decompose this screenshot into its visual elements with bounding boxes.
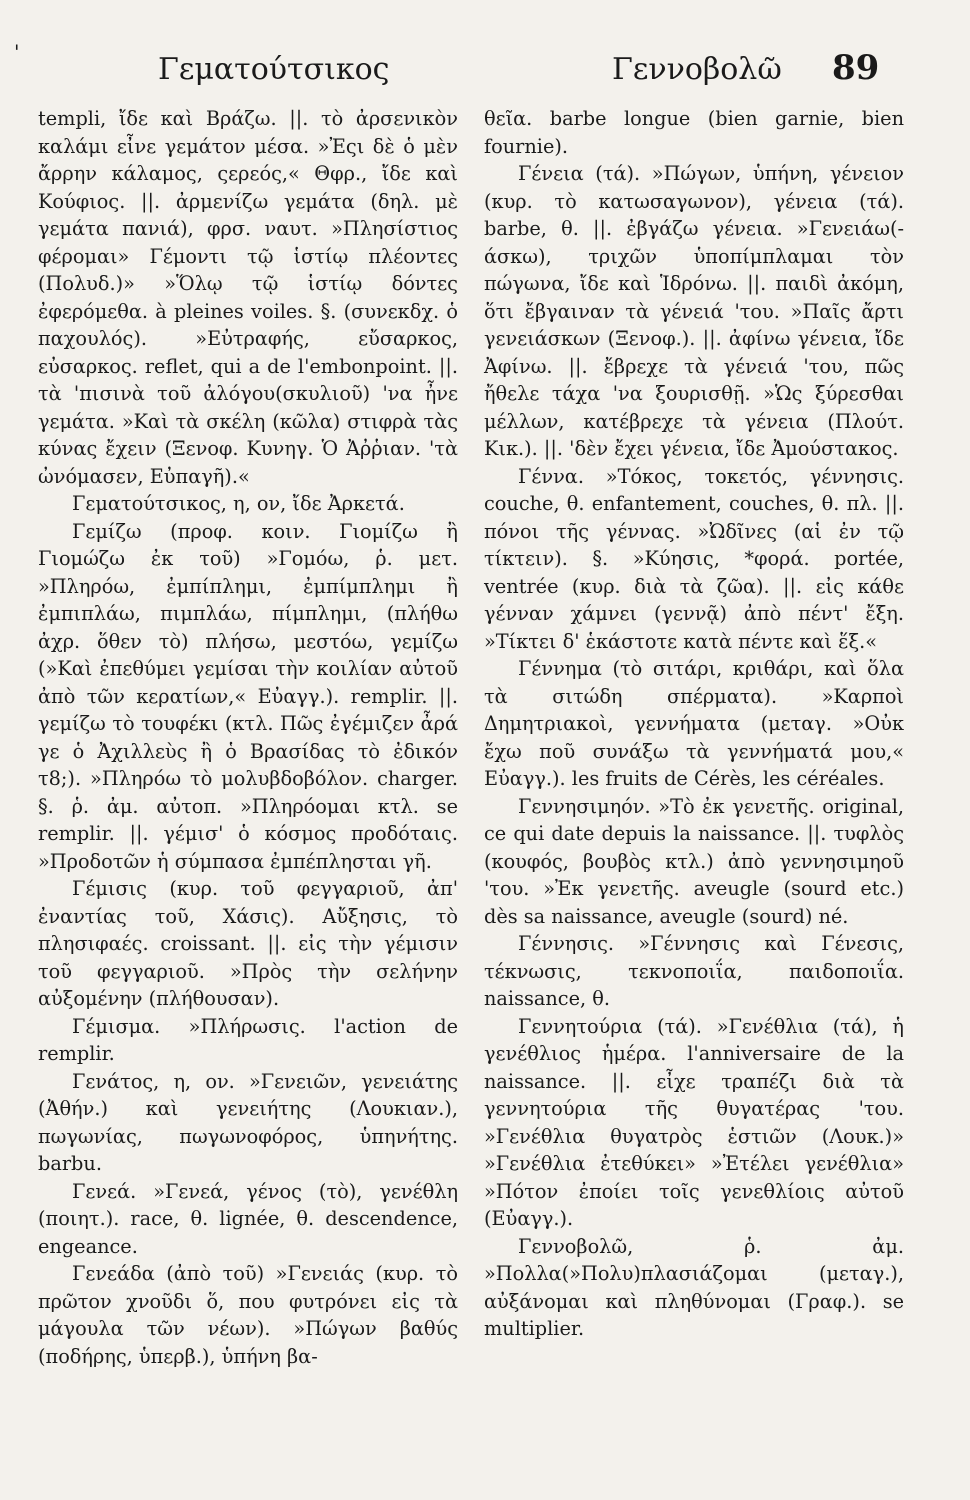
left-column [38, 105, 458, 1370]
dictionary-entry: Γενεά. »Γενεά, γένος (τὸ), γενέθλη (ποιητ.). race, θ. lignée, θ. descendence, engeance. [38, 1179, 458, 1258]
header-left-guide-word: Γεματούτσικος [158, 52, 390, 87]
dictionary-entry: Γενάτος, η, ον. »Γενειῶν, γενειάτης (Ἀθήν.) καὶ γενειήτης (Λουκιαν.), πωγωνίας, πωγωνοφόρος, ὑπηνήτης. barbu. [38, 1069, 458, 1175]
dictionary-entry: Γέννησις. »Γέννησις καὶ Γένεσις, τέκνωσις, τεκνοποιΐα, παιδοποιΐα. naissance, θ. [484, 932, 904, 1010]
dictionary-entry: Γεματούτσικος, η, ον, ἴδε Ἀρκετά. [72, 492, 405, 515]
dictionary-entry: Γέμισμα. »Πλήρωσις. l'action de remplir. [38, 1014, 458, 1065]
page-number: 89 [832, 48, 880, 88]
dictionary-entry: θεῖα. barbe longue (bien garnie, bien fournie). [484, 107, 904, 158]
dictionary-entry: Γενεάδα (ἀπὸ τοῦ) »Γενειάς (κυρ. τὸ πρῶτον χνοῦδι ὅ, που φυτρόνει εἰς τὰ μάγουλα τῶν νέων). »Πώγων βαθύς (ποδήρης, ὑπερβ.), ὑπήνη βα- [38, 1262, 458, 1368]
dictionary-entry: Γεμίζω (προφ. κοιν. Γιομίζω ἢ Γιομώζω ἐκ τοῦ) »Γομόω, ῥ. μετ. »Πληρόω, ἐμπίπλημι, ἐμπίμπλημι ἢ ἐμπιπλάω, πιμπλάω, πίμπλημι, (πλήθω ἀχρ. ὅθεν τὸ) πλήσω, μεστόω, γεμίζω (»Καὶ ἐπεθύμει γεμίσαι τὴν κοιλίαν αὐτοῦ ἀπὸ τῶν κερατίων,« Εὐαγγ.). remplir. ||. γεμίζω τὸ τουφέκι (κτλ. Πῶς ἐγέμιζεν ἆρά γε ὁ Ἀχιλλεὺς ἢ ὁ Βρασίδας τὸ ἐδικόν τ8;). »Πληρόω τὸ μολυβδοβόλον. charger. §. ῥ. ἀμ. αὐτοπ. »Πληρόομαι κτλ. se remplir. ||. γέμισ' ὁ κόσμος προδόταις. »Προδοτῶν ἡ σύμπασα ἐμπέπλησται γῆ. [38, 519, 458, 873]
dictionary-entry: Γεννοβολῶ, ῥ. ἀμ. »Πολλα(»Πολυ)πλασιάζομαι (μεταγ.), αὐξάνομαι καὶ πληθύνομαι (Γραφ.). se multiplier. [484, 1234, 904, 1340]
dictionary-entry: Γεννησιμηόν. »Τὸ ἐκ γενετῆς. original, ce qui date depuis la naissance. ||. τυφλὸς (κουφός, βουβὸς κτλ.) ἀπὸ γεννησιμηοῦ 'του. »Ἐκ γενετῆς. aveugle (sourd etc.) dès sa naissance, aveugle (sourd) né. [484, 794, 904, 928]
margin-mark: ' [14, 40, 20, 64]
dictionary-entry: Γένεια (τά). »Πώγων, ὑπήνη, γένειον (κυρ. τὸ κατωσαγωνον), γένεια (τά). barbe, θ. ||. ἐβγάζω γένεια. »Γενειάω(-άσκω), τριχῶν ὑποπίμπλαμαι τὸν πώγωνα, ἴδε καὶ Ἱδρόνω. ||. παιδὶ ἀκόμη, ὅτι ἔβγαιναν τὰ γένειά 'του. »Παῖς ἄρτι γενειάσκων (Ξενοφ.). ||. ἀφίνω γένεια, ἴδε Ἀφίνω. ||. ἔβρεχε τὰ γένειά 'του, πῶς ἤθελε τάχα 'να ξουρισθῇ. »Ὡς ξύρεσθαι μέλλων, κατέβρεχε τὰ γένεια (Πλούτ. Κικ.). ||. 'δὲν ἔχει γένεια, ἴδε Ἀμούστακος. [484, 162, 904, 460]
dictionary-entry: Γέμισις (κυρ. τοῦ φεγγαριοῦ, ἀπ' ἐναντίας τοῦ, Χάσις). Αὔξησις, τὸ πλησιφαές. croissant. ||. εἰς τὴν γέμισιν τοῦ φεγγαριοῦ. »Πρὸς τὴν σελήνην αὐξομένην (πλήθουσαν). [38, 877, 458, 1010]
header-right-guide-word: Γεννοβολῶ [612, 52, 782, 87]
dictionary-entry: Γεννητούρια (τά). »Γενέθλια (τά), ἡ γενέθλιος ἡμέρα. l'anniversaire de la naissance. ||. εἶχε τραπέζι διὰ τὰ γεννητούρια τῆς θυγατέρας 'του. »Γενέθλια θυγατρὸς ἑστιῶν (Λουκ.)» »Γενέθλια ἐτεθύκει» »Ἐτέλει γενέθλια» »Πότον ἐποίει τοῖς γενεθλίοις αὐτοῦ (Εὐαγγ.). [484, 1014, 904, 1230]
right-column [484, 105, 904, 1343]
running-header [0, 48, 970, 102]
dictionary-entry: Γέννημα (τὸ σιτάρι, κριθάρι, καὶ ὅλα τὰ σιτώδη σπέρματα). »Καρποὶ Δημητριακοὶ, γεννήματα (μεταγ. »Οὐκ ἔχω ποῦ συνάξω τὰ γεννήματά μου,« Εὐαγγ.). les fruits de Cérès, les céréales. [484, 657, 904, 790]
dictionary-entry: templi, ἴδε καὶ Βράζω. ||. τὸ ἀρσενικὸν καλάμι εἶνε γεμάτον μέσα. »Ἐςι δὲ ὁ μὲν ἄρρην κάλαμος, ςερεός,« Θφρ., ἴδε καὶ Κούφιος. ||. ἀρμενίζω γεμάτα (δηλ. μὲ γεμάτα πανιά), φρσ. ναυτ. »Πλησίστιος φέρομαι» Γέμοντι τῷ ἱστίῳ πλέοντες (Πολυδ.)» »Ὅλῳ τῷ ἱστίῳ δόντες ἐφερόμεθα. à pleines voiles. §. (συνεκδχ. ὁ παχουλός). »Εὐτραφής, εὔσαρκος, εὐσαρκος. reflet, qui a de l'embonpoint. ||. τὰ 'πισινὰ τοῦ ἀλόγου(σκυλιοῦ) 'να ἦνε γεμάτα. »Καὶ τὰ σκέλη (κῶλα) στιφρὰ τὰς κύνας ἔχειν (Ξενοφ. Κυνηγ. Ὁ Ἀῤῥιαν. 'τὰ ὠνόμασεν, Εὐπαγῆ).« [38, 107, 458, 488]
dictionary-entry: Γέννα. »Τόκος, τοκετός, γέννησις. couche, θ. enfantement, couches, θ. πλ. ||. πόνοι τῆς γέννας. »Ὠδῖνες (αἱ ἐν τῷ τίκτειν). §. »Κύησις, *φορά. portée, ventrée (κυρ. διὰ τὰ ζῶα). ||. εἰς κάθε γένναν χάμνει (γεννᾷ) ἀπὸ πέντ' ἔξη. »Τίκτει δ' ἑκάστοτε κατὰ πέντε καὶ ἕξ.« [484, 464, 904, 653]
